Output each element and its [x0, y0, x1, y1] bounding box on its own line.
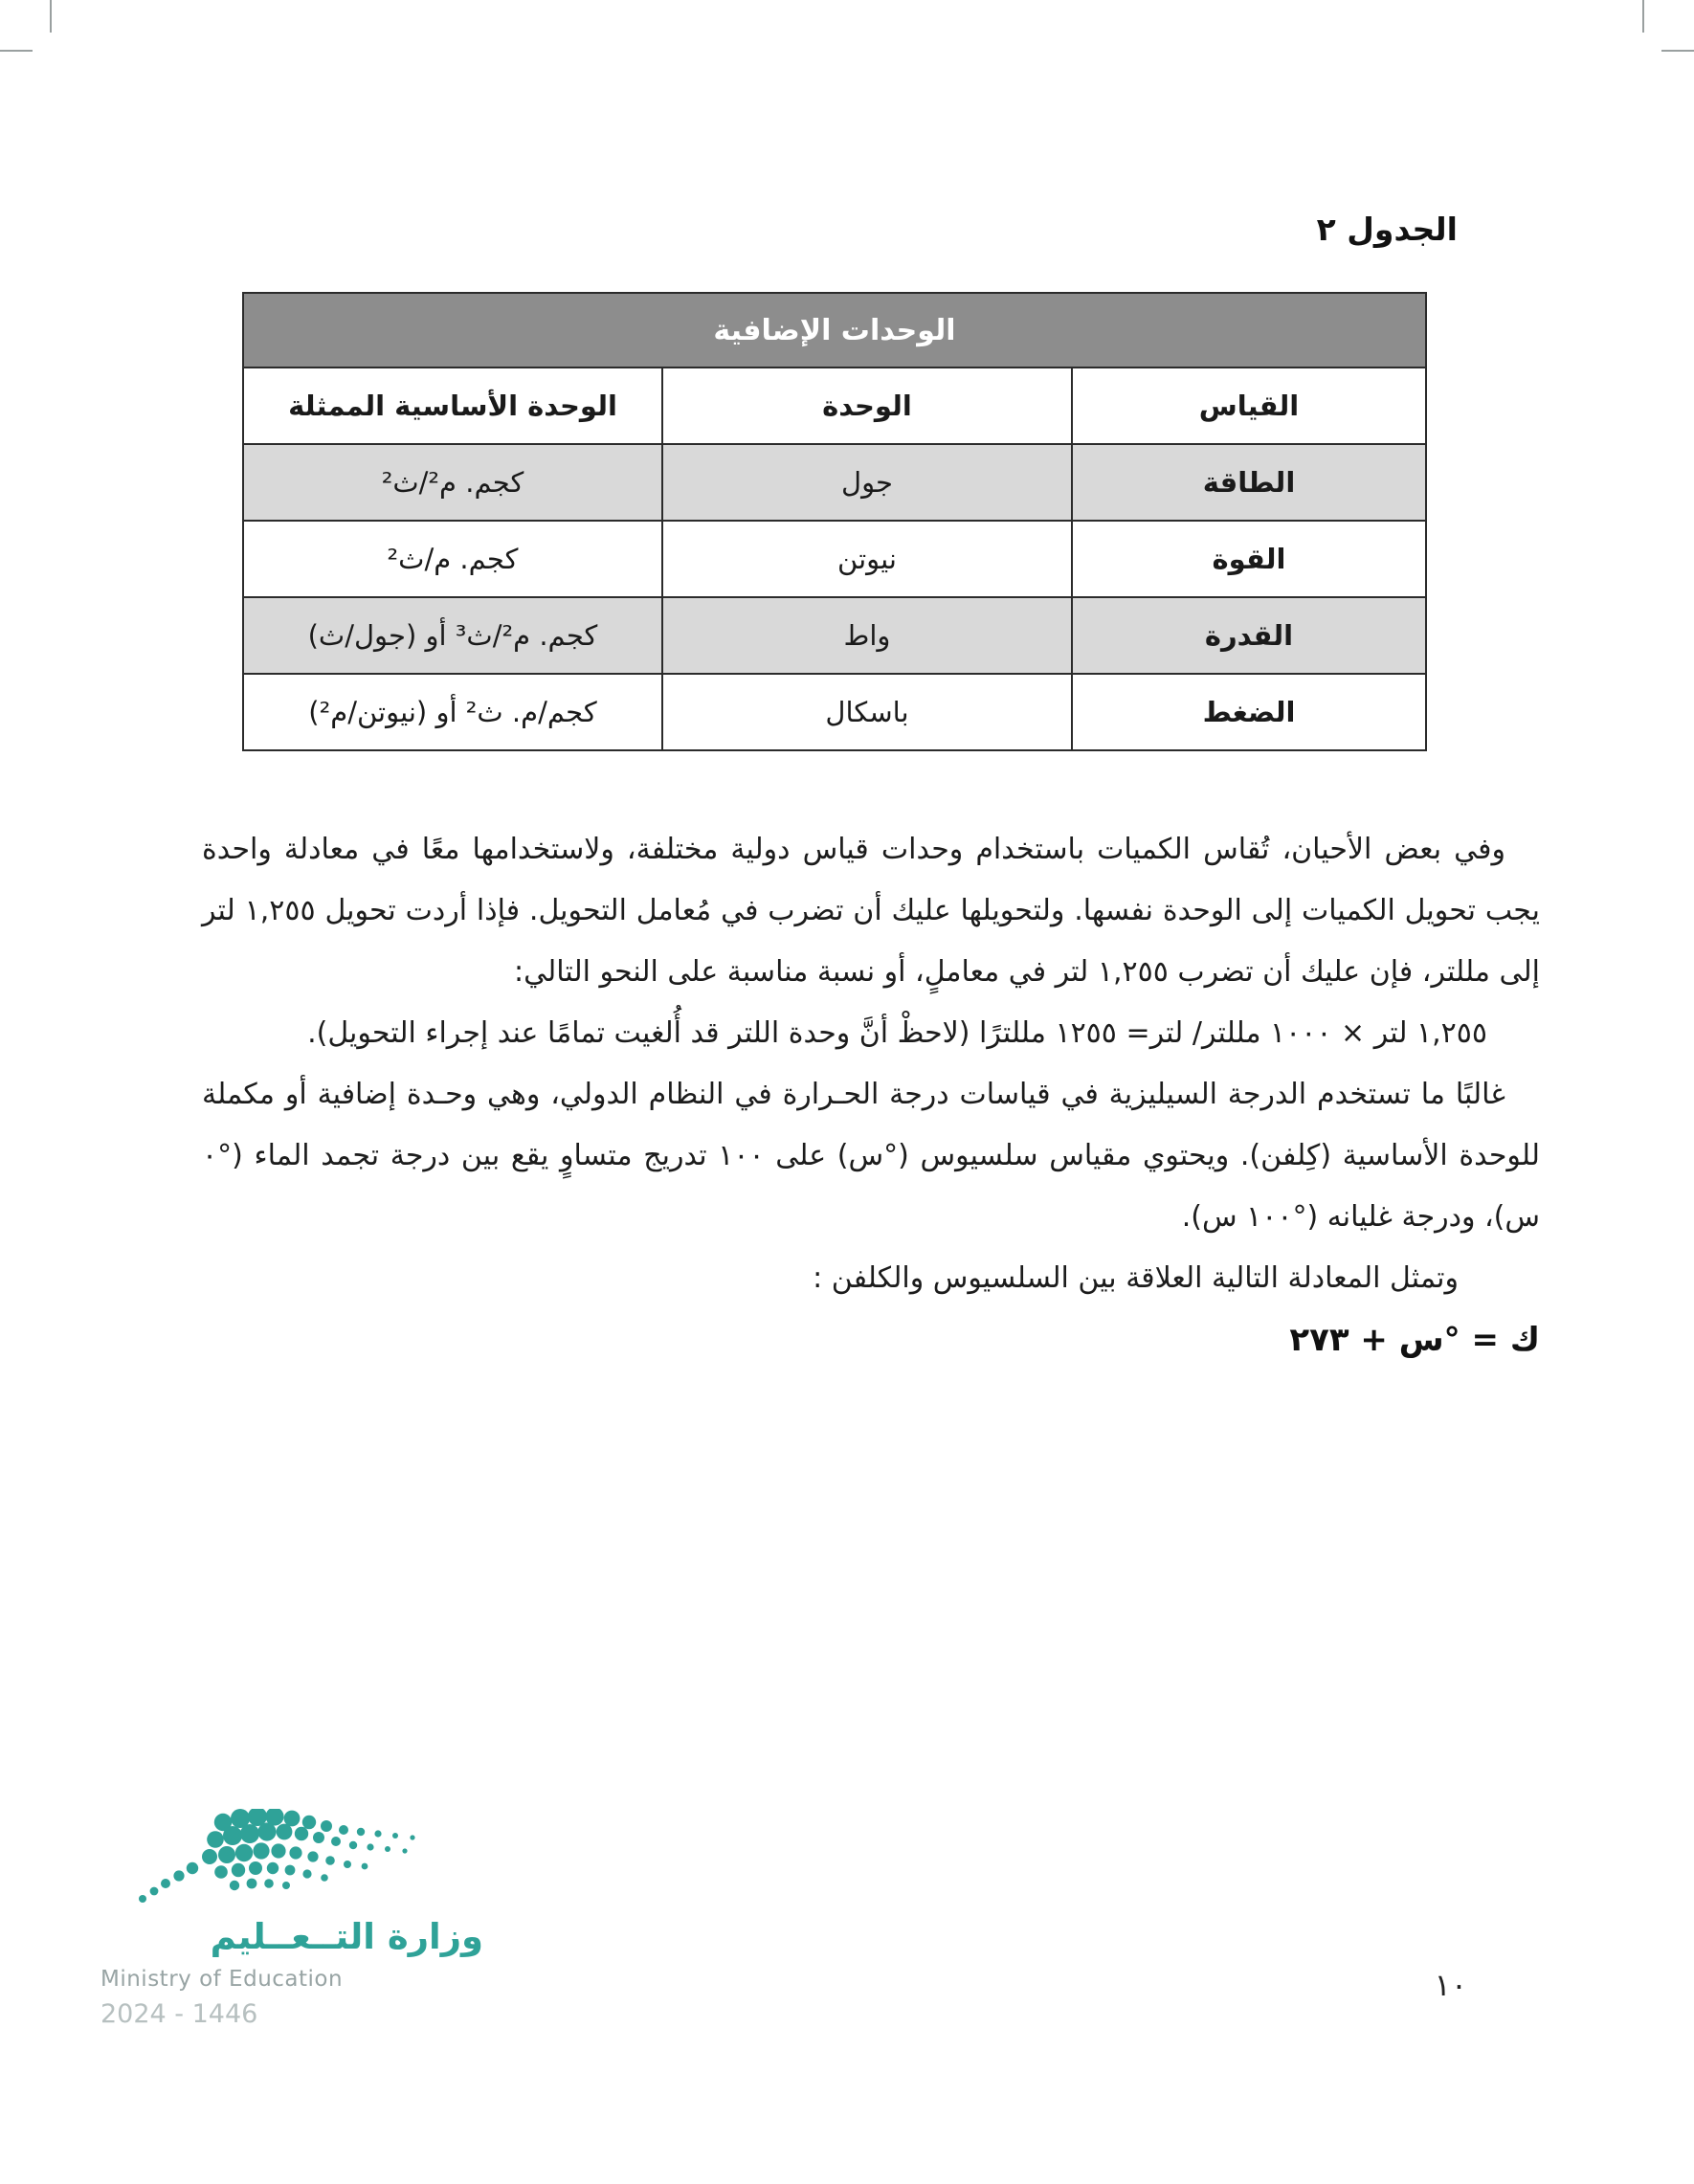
page-number: ١٠ — [1434, 1967, 1467, 2003]
paragraph-equation-intro: وتمثل المعادلة التالية العلاقة بين السلسيوس والكلفن : — [813, 1261, 1459, 1295]
edition-years: 2024 - 1446 — [100, 1999, 258, 2029]
ministry-logo-dots — [131, 1809, 457, 1908]
column-header-base: الوحدة الأساسية الممثلة — [243, 368, 662, 444]
column-header-unit: الوحدة — [662, 368, 1072, 444]
paragraph-conversion-example: ١,٢٥٥ لتر × ١٠٠٠ مللتر/ لتر= ١٢٥٥ مللترًا (لاحظْ أنَّ وحدة اللتر قد أُلغيت تمامًا عند إجراء التحويل). — [307, 1016, 1487, 1050]
unit-cell: باسكال — [662, 674, 1072, 750]
ministry-wordmark-english: Ministry of Education — [100, 1967, 344, 1992]
table-row — [243, 674, 1426, 750]
unit-cell: واط — [662, 597, 1072, 674]
measure-cell: القوة — [1072, 521, 1426, 597]
measure-cell: القدرة — [1072, 597, 1426, 674]
table-row — [243, 444, 1426, 521]
base-unit-cell: كجم. م²/ث³ أو (جول/ث) — [243, 597, 662, 674]
crop-mark — [50, 0, 52, 33]
measure-cell: الضغط — [1072, 674, 1426, 750]
crop-mark — [1661, 50, 1694, 52]
body-text — [202, 819, 1540, 1371]
table-title: الوحدات الإضافية — [243, 293, 1426, 368]
ministry-wordmark-arabic: وزارة التــعــليم — [210, 1916, 483, 1957]
column-header-measure: القياس — [1072, 368, 1426, 444]
base-unit-cell: كجم. م/ث² — [243, 521, 662, 597]
unit-cell: نيوتن — [662, 521, 1072, 597]
unit-cell: جول — [662, 444, 1072, 521]
ministry-brand — [100, 1809, 483, 2029]
table-header-row — [243, 368, 1426, 444]
crop-mark — [1642, 0, 1644, 33]
measure-cell: الطاقة — [1072, 444, 1426, 521]
base-unit-cell: كجم/م. ث² أو (نيوتن/م²) — [243, 674, 662, 750]
base-unit-cell: كجم. م²/ث² — [243, 444, 662, 521]
table-row — [243, 597, 1426, 674]
table-caption: الجدول ٢ — [1316, 211, 1458, 248]
crop-mark — [0, 50, 33, 52]
additional-units-table — [242, 292, 1427, 751]
kelvin-celsius-equation: ك = °س + ٢٧٣ — [1289, 1321, 1540, 1359]
paragraph-celsius-scale: غالبًا ما تستخدم الدرجة السيليزية في قياسات درجة الحـرارة في النظام الدولي، وهي وحـدة إضافية أو مكملة للوحدة الأساسية (كِلفن). ويحتوي مقياس سلسيوس (°س) على ١٠٠ تدريج متساوٍ يقع بين درجة تجمد الماء (°٠ س)، ودرجة غليانه (°١٠٠ س). — [202, 1078, 1540, 1234]
table-row — [243, 521, 1426, 597]
paragraph-unit-conversion: وفي بعض الأحيان، تُقاس الكميات باستخدام وحدات قياس دولية مختلفة، ولاستخدامها معًا في معادلة واحدة يجب تحويل الكميات إلى الوحدة نفسها. ولتحويلها عليك أن تضرب في مُعامل التحويل. فإذا أردت تحويل ١,٢٥٥ لتر إلى مللتر، فإن عليك أن تضرب ١,٢٥٥ لتر في معاملٍ، أو نسبة مناسبة على النحو التالي: — [202, 833, 1540, 989]
